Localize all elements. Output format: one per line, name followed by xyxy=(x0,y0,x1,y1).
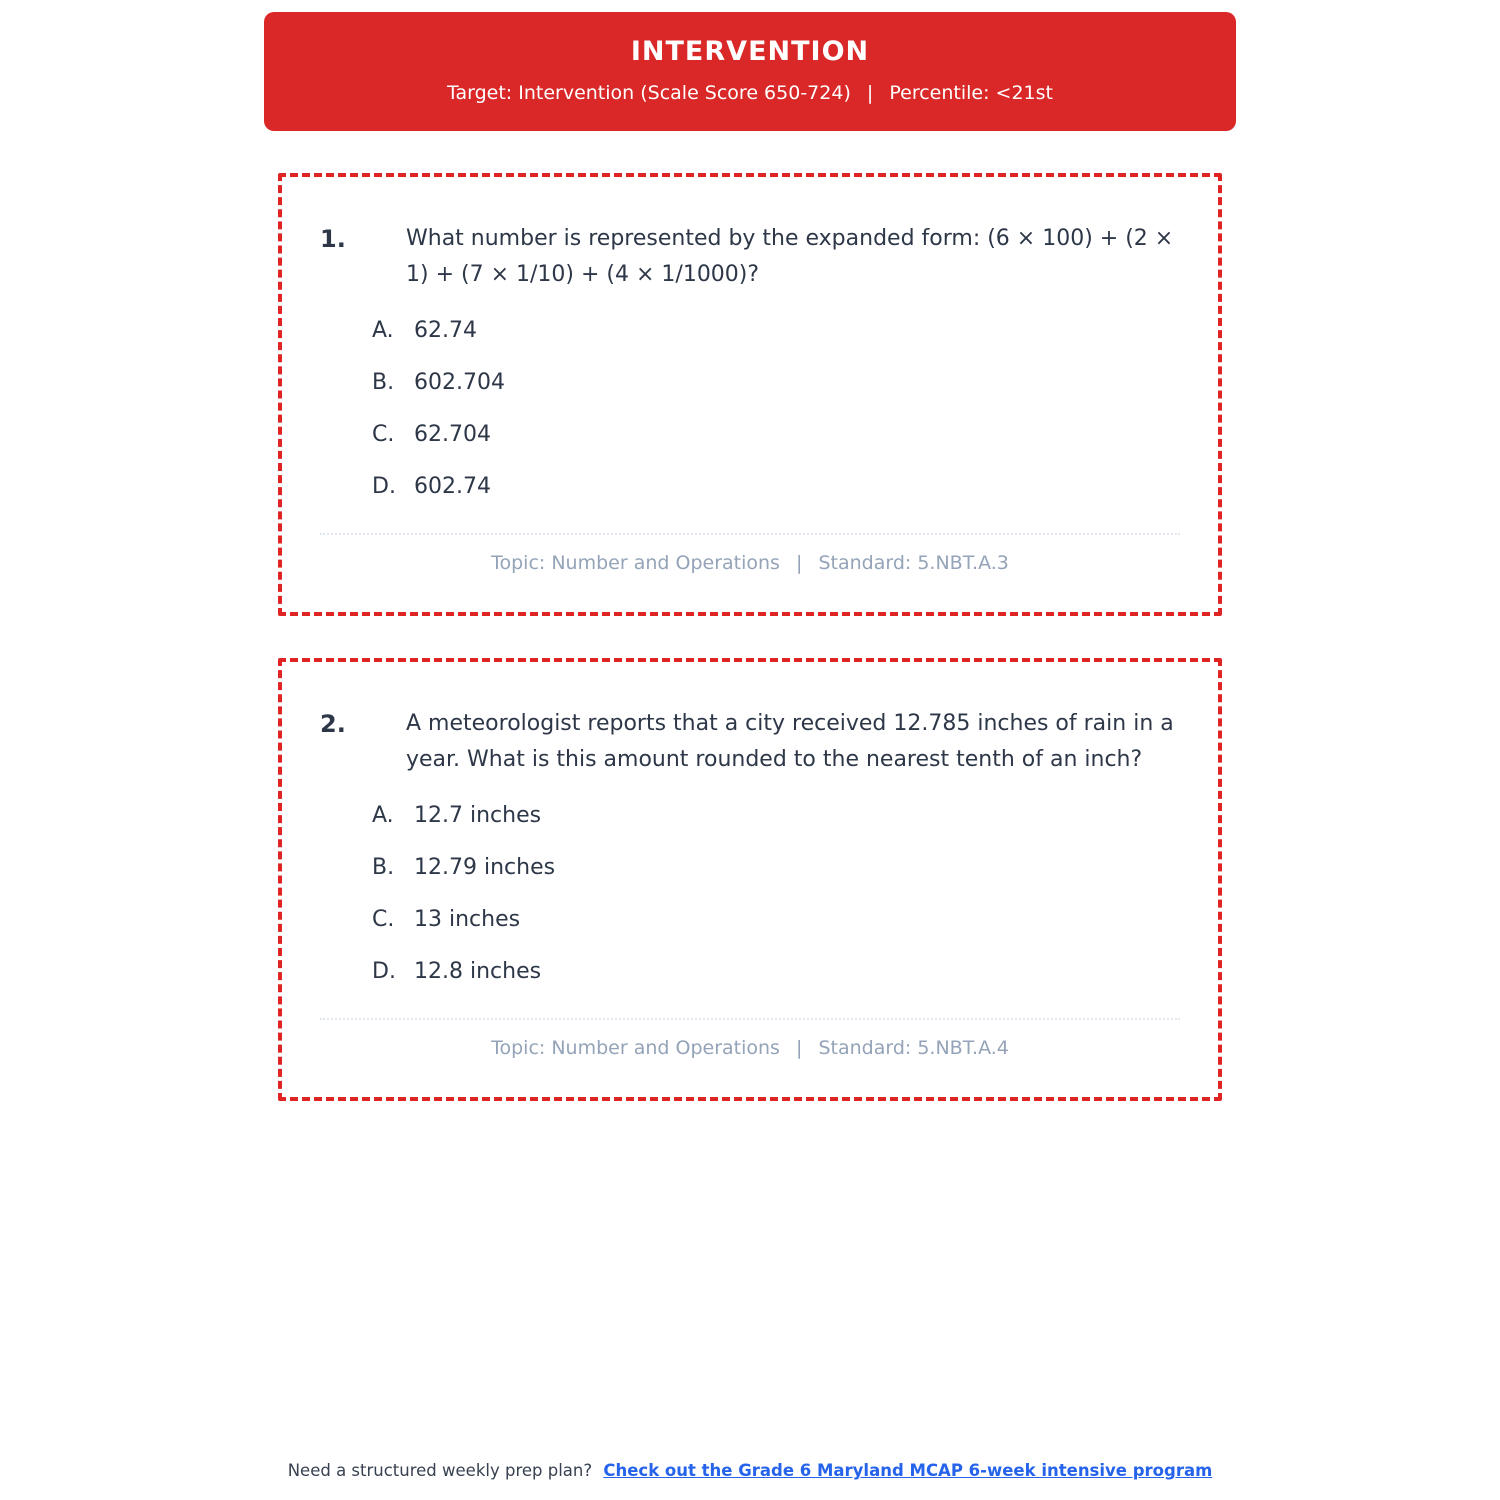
banner-subtitle xyxy=(284,82,1216,104)
option-letter: C. xyxy=(372,907,395,932)
intervention-banner xyxy=(264,12,1236,131)
option-text: 602.704 xyxy=(414,370,505,395)
question-meta xyxy=(320,1037,1180,1059)
question-card-2 xyxy=(278,658,1222,1101)
option-letter: A. xyxy=(372,803,394,828)
meta-separator: | xyxy=(796,552,803,574)
footer-link[interactable]: Check out the Grade 6 Maryland MCAP 6-week intensive program xyxy=(603,1461,1213,1480)
option-text: 13 inches xyxy=(414,907,521,932)
topic-label: Topic: Number and Operations xyxy=(491,552,780,574)
footer-prompt: Need a structured weekly prep plan? xyxy=(287,1461,593,1480)
option-text: 12.8 inches xyxy=(414,959,542,984)
question-row xyxy=(320,221,1180,293)
options-list xyxy=(320,317,1180,501)
option-text: 62.74 xyxy=(414,318,477,343)
standard-label: Standard: 5.NBT.A.4 xyxy=(818,1037,1009,1059)
banner-separator: | xyxy=(866,82,874,104)
meta-separator: | xyxy=(796,1037,803,1059)
question-number: 2. xyxy=(320,710,346,738)
answer-option-b xyxy=(372,369,1180,397)
option-text: 12.7 inches xyxy=(414,803,542,828)
option-letter: B. xyxy=(372,855,395,880)
question-text: A meteorologist reports that a city received 12.785 inches of rain in a year. What is this amount rounded to the nearest tenth of an inch? xyxy=(406,711,1174,772)
option-letter: C. xyxy=(372,422,395,447)
question-number: 1. xyxy=(320,225,346,253)
option-letter: A. xyxy=(372,318,394,343)
question-card-1 xyxy=(278,173,1222,616)
page-footer xyxy=(0,1461,1500,1480)
answer-option-c xyxy=(372,421,1180,449)
banner-title: INTERVENTION xyxy=(630,36,870,67)
question-row xyxy=(320,706,1180,778)
question-meta xyxy=(320,552,1180,574)
answer-option-a xyxy=(372,802,1180,830)
option-text: 62.704 xyxy=(414,422,491,447)
answer-option-a xyxy=(372,317,1180,345)
option-letter: D. xyxy=(372,959,396,984)
banner-target-text: Target: Intervention (Scale Score 650-724) xyxy=(447,82,851,104)
option-letter: B. xyxy=(372,370,395,395)
option-letter: D. xyxy=(372,474,396,499)
answer-option-b xyxy=(372,854,1180,882)
answer-option-d xyxy=(372,473,1180,501)
banner-percentile-text: Percentile: <21st xyxy=(889,82,1053,104)
answer-option-d xyxy=(372,958,1180,986)
content-column xyxy=(264,0,1236,1101)
options-list xyxy=(320,802,1180,986)
standard-label: Standard: 5.NBT.A.3 xyxy=(818,552,1009,574)
option-text: 12.79 inches xyxy=(414,855,556,880)
meta-divider xyxy=(320,1018,1180,1020)
topic-label: Topic: Number and Operations xyxy=(491,1037,780,1059)
option-text: 602.74 xyxy=(414,474,491,499)
question-text: What number is represented by the expanded form: (6 × 100) + (2 × 1) + (7 × 1/10) + (4 × 1/1000)? xyxy=(406,226,1174,287)
meta-divider xyxy=(320,533,1180,535)
answer-option-c xyxy=(372,906,1180,934)
